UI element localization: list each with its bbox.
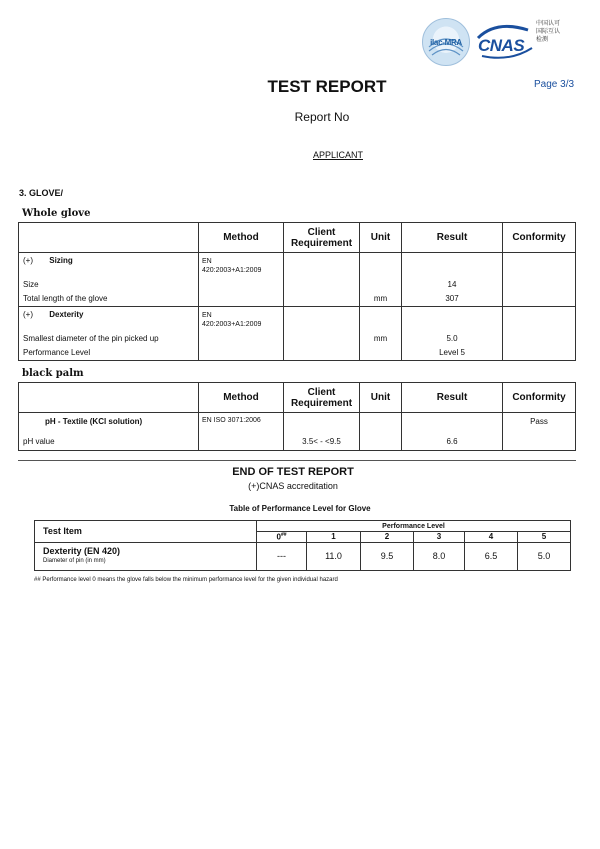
client-requirement-header <box>284 223 360 253</box>
ph-conformity <box>503 413 576 451</box>
sizing-unit <box>360 253 402 307</box>
method-header: Method <box>199 383 284 413</box>
ph-labels <box>19 413 199 451</box>
sizing-result <box>402 253 503 307</box>
dexterity-unit <box>360 307 402 361</box>
method-header: Method <box>199 223 284 253</box>
dexterity-method <box>199 307 284 361</box>
method-line1: EN <box>202 312 212 319</box>
report-title: TEST REPORT <box>267 77 387 96</box>
pin-diameter-result: 5.0 <box>446 334 458 343</box>
ph-value-label: pH value <box>23 437 55 446</box>
dexterity-item-sub: Diameter of pin (in mm) <box>43 558 106 565</box>
level-2-header: 2 <box>361 532 414 543</box>
sizing-group <box>19 253 576 307</box>
ph-conformity-value: Pass <box>530 417 548 426</box>
ph-group <box>19 413 576 451</box>
conformity-header: Conformity <box>503 383 576 413</box>
result-header: Result <box>402 383 503 413</box>
size-result: 14 <box>447 280 457 289</box>
performance-level-header: Performance Level <box>257 521 571 532</box>
black-palm-table <box>18 382 576 451</box>
dexterity-conformity <box>503 307 576 361</box>
empty-header-cell <box>19 383 199 413</box>
method-line2: 420:2003+A1:2009 <box>202 267 262 274</box>
client-line1: Client <box>307 226 336 238</box>
performance-level-table <box>34 520 571 571</box>
black-palm-heading: black palm <box>22 368 84 379</box>
sizing-method <box>199 253 284 307</box>
sizing-conformity <box>503 253 576 307</box>
total-length-label: Total length of the glove <box>23 294 108 303</box>
accreditation-marker: (+) <box>23 256 33 265</box>
total-length-result: 307 <box>445 294 459 303</box>
client-line2: Requirement <box>290 237 353 249</box>
size-unit <box>360 278 401 292</box>
pin-diameter-label: Smallest diameter of the pin picked up <box>23 334 159 343</box>
divider <box>18 460 576 461</box>
cnas-logo-text: CNAS <box>478 36 525 55</box>
performance-level-unit <box>360 346 401 360</box>
ph-requirement <box>284 413 360 451</box>
ph-requirement-value: 3.5< - <9.5 <box>302 437 341 446</box>
whole-glove-heading: Whole glove <box>22 208 91 219</box>
client-line1: Client <box>307 386 336 398</box>
level-3-header: 3 <box>414 532 465 543</box>
ph-result <box>402 413 503 451</box>
dexterity-name-line <box>19 307 198 323</box>
ph-result-value: 6.6 <box>446 437 458 446</box>
method-line2: 420:2003+A1:2009 <box>202 321 262 328</box>
footnote: ## Performance level 0 means the glove falls below the minimum performance level for the given individual hazard <box>34 577 338 583</box>
level-0-header <box>257 532 307 543</box>
ph-method-text: EN ISO 3071:2006 <box>202 417 261 424</box>
cnas-line: 中国认可 <box>536 20 561 27</box>
pin-diameter-unit: mm <box>373 334 388 343</box>
report-no-label: Report No <box>294 110 350 124</box>
ph-method <box>199 413 284 451</box>
section-title: 3. GLOVE/ <box>19 188 64 198</box>
footnote-marker: ## <box>280 532 287 538</box>
accreditation-note: (+)CNAS accreditation <box>248 481 338 491</box>
ph-unit <box>360 413 402 451</box>
level-3-value: 8.0 <box>414 542 465 570</box>
unit-header: Unit <box>360 383 402 413</box>
method-line1: EN <box>202 258 212 265</box>
client-requirement-header <box>284 383 360 413</box>
performance-level-label: Performance Level <box>23 348 91 357</box>
sizing-name: Sizing <box>49 256 73 265</box>
conformity-header: Conformity <box>503 223 576 253</box>
performance-table-title: Table of Performance Level for Glove <box>229 504 371 513</box>
ph-name: pH - Textile (KCl solution) <box>45 417 143 426</box>
level-5-header: 5 <box>518 532 571 543</box>
cnas-line: 检测 <box>536 36 549 43</box>
total-length-unit: mm <box>373 294 388 303</box>
dexterity-result <box>402 307 503 361</box>
applicant-label: APPLICANT <box>312 150 363 160</box>
level-2-value: 9.5 <box>361 542 414 570</box>
empty-header-cell <box>19 223 199 253</box>
test-item-header: Test Item <box>35 521 257 543</box>
cnas-line: 国际互认 <box>536 28 561 35</box>
sizing-name-line <box>19 253 198 269</box>
level-4-header: 4 <box>465 532 518 543</box>
dexterity-item-cell <box>35 542 257 570</box>
cnas-logo <box>476 22 534 60</box>
end-of-report-title: END OF TEST REPORT <box>232 466 354 478</box>
level-1-value: 11.0 <box>307 542 361 570</box>
sizing-labels <box>19 253 199 307</box>
level-4-value: 6.5 <box>465 542 518 570</box>
client-line2: Requirement <box>290 397 353 409</box>
level-1-header: 1 <box>307 532 361 543</box>
ilac-logo-text: ilac-MRA <box>430 38 462 47</box>
level-0-value: --- <box>257 542 307 570</box>
whole-glove-table <box>18 222 576 361</box>
page-number: Page 3/3 <box>534 79 575 90</box>
dexterity-group <box>19 307 576 361</box>
ilac-mra-logo <box>422 18 470 66</box>
cnas-chinese-text <box>536 20 560 44</box>
accreditation-marker: (+) <box>23 310 33 319</box>
unit-header: Unit <box>360 223 402 253</box>
level-5-value: 5.0 <box>518 542 571 570</box>
dexterity-item-name: Dexterity (EN 420) <box>43 546 121 557</box>
dexterity-name: Dexterity <box>49 310 84 319</box>
level-label: 0 <box>276 532 281 542</box>
sizing-requirement <box>284 253 360 307</box>
dexterity-requirement <box>284 307 360 361</box>
size-label: Size <box>23 280 39 289</box>
performance-level-result: Level 5 <box>439 348 465 357</box>
result-header: Result <box>402 223 503 253</box>
dexterity-labels <box>19 307 199 361</box>
